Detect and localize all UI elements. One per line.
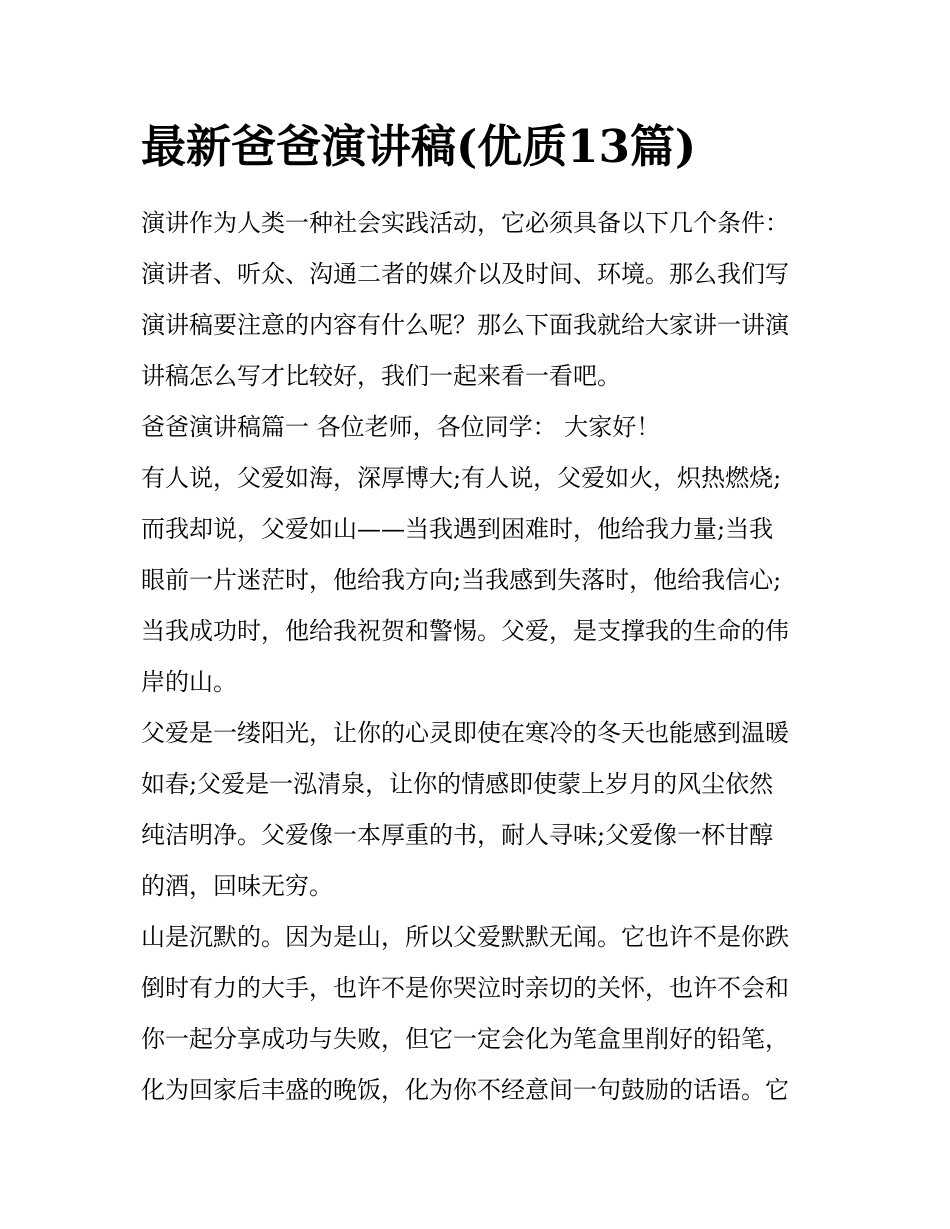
- text-line: 演讲者、听众、沟通二者的媒介以及时间、环境。那么我们写: [141, 260, 789, 288]
- text-line: 山是沉默的。因为是山，所以父爱默默无闻。它也许不是你跌: [141, 923, 789, 951]
- text-line: 爸爸演讲稿篇一 各位老师，各位同学： 大家好！: [141, 413, 661, 441]
- text-line: 演讲稿要注意的内容有什么呢？那么下面我就给大家讲一讲演: [141, 311, 789, 339]
- text-line: 纯洁明净。父爱像一本厚重的书，耐人寻味;父爱像一杯甘醇: [141, 821, 774, 849]
- text-line: 倒时有力的大手，也许不是你哭泣时亲切的关怀，也许不会和: [141, 974, 789, 1002]
- text-line: 的酒，回味无穷。: [141, 872, 333, 900]
- text-line: 如春;父爱是一泓清泉，让你的情感即使蒙上岁月的风尘依然: [141, 770, 774, 798]
- document-body: [141, 198, 812, 1116]
- text-line: 岸的山。: [141, 668, 237, 696]
- text-line: 讲稿怎么写才比较好，我们一起来看一看吧。: [141, 362, 621, 390]
- text-line: 有人说，父爱如海，深厚博大;有人说，父爱如火，炽热燃烧;: [141, 464, 782, 492]
- text-line: 父爱是一缕阳光，让你的心灵即使在寒冷的冬天也能感到温暖: [141, 719, 789, 747]
- text-line: 你一起分享成功与失败，但它一定会化为笔盒里削好的铅笔，: [141, 1025, 789, 1053]
- document-title: 最新爸爸演讲稿(优质13篇): [141, 120, 697, 173]
- text-line: 化为回家后丰盛的晚饭，化为你不经意间一句鼓励的话语。它: [141, 1076, 789, 1104]
- text-line: 眼前一片迷茫时，他给我方向;当我感到失落时，他给我信心;: [141, 566, 782, 594]
- text-line: 而我却说，父爱如山——当我遇到困难时，他给我力量;当我: [141, 515, 774, 543]
- text-line: 演讲作为人类一种社会实践活动，它必须具备以下几个条件：: [141, 209, 789, 237]
- text-line: 当我成功时，他给我祝贺和警惕。父爱，是支撑我的生命的伟: [141, 617, 789, 645]
